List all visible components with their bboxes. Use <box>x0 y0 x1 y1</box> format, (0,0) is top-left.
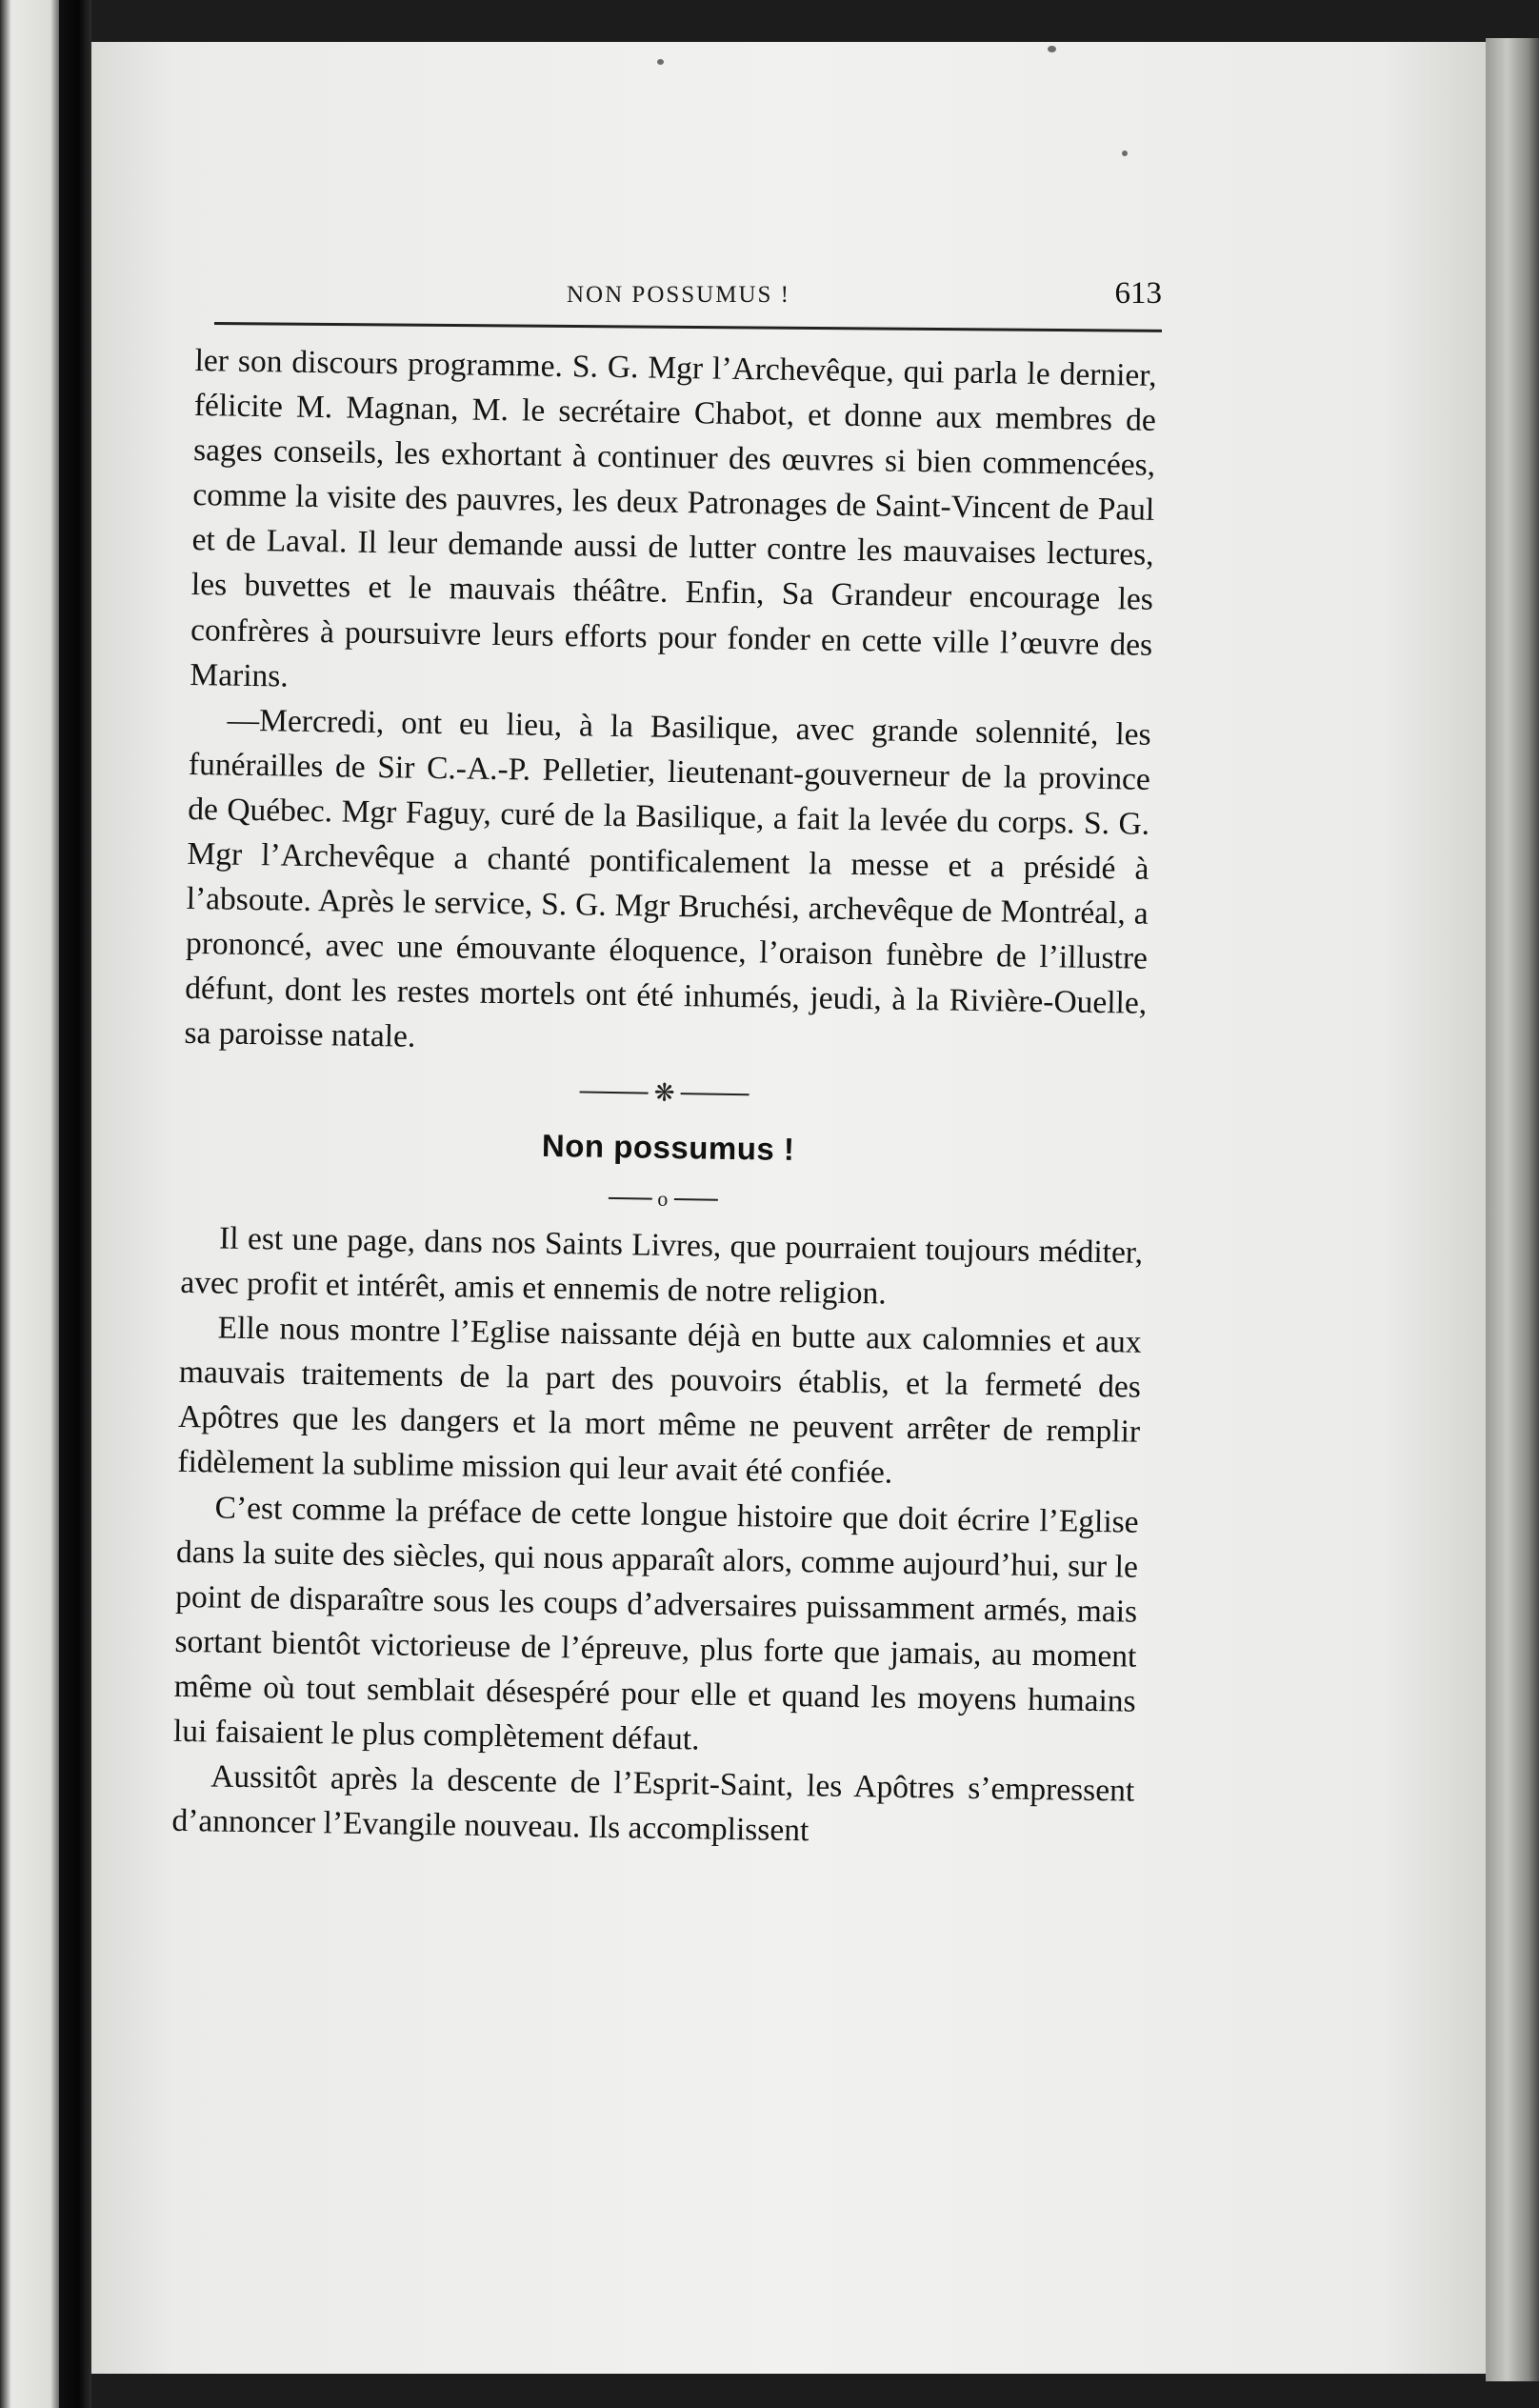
book-gutter <box>59 0 91 2408</box>
paragraph: C’est comme la préface de cette longue histoire que doit écrire l’Eglise dans la suite des siècles, qui nous apparaît alors, comme aujourd’hui, sur le point de disparaître sous les coups d’adversaires puissamment armés, mais sortant bientôt victorieuse de l’épreuve, plus forte que jamais, au moment même où tout semblait désespéré pour elle et quand les moyens humains lui faisaient le plus complètement défaut. <box>172 1489 1139 1757</box>
scan-speck <box>1048 46 1056 52</box>
paragraph: Aussitôt après la descente de l’Esprit-Saint, les Apôtres s’empressent d’annoncer l’Evangile nouveau. Ils accomplissent <box>171 1758 1135 1849</box>
paragraph: ler son discours programme. S. G. Mgr l’Archevêque, qui parla le dernier, félicite M. Magnan, M. le secrétaire Chabot, et donne aux membres de sages conseils, les exhortant à continuer des œuvres si bien commencées, comme la visite des pauvres, les deux Patronages de Saint-Vincent de Paul et de Laval. Il leur demande aussi de lutter contre les mauvaises lectures, les buvettes et le mauvais théâtre. Enfin, Sa Grandeur encourage les confrères à poursuivre leurs efforts pour fonder en cette ville l’œuvre des Marins. <box>190 342 1157 694</box>
page-stack-edge <box>1486 38 1539 2381</box>
section-title: Non possumus ! <box>541 1127 795 1167</box>
paragraph: —Mercredi, ont eu lieu, à la Basilique, avec grande solennité, les funérailles de Sir C.-A.-P. Pelletier, lieutenant-gouverneur de la province de Québec. Mgr Faguy, curé de la Basilique, a fait la levée du corps. S. G. Mgr l’Archevêque a chanté pontificalement la messe et a présidé à l’absoute. Après le service, S. G. Mgr Bruchési, archevêque de Montréal, a prononcé, avec une émouvante éloquence, l’oraison funèbre de l’illustre défunt, dont les restes mortels ont été inhumés, jeudi, à la Rivière-Ouelle, sa paroisse natale. <box>184 702 1151 1055</box>
paragraph: Il est une page, dans nos Saints Livres, que pourraient toujours méditer, avec profit et intérêt, amis et ennemis de notre religion. <box>180 1220 1144 1312</box>
running-head <box>214 276 1162 324</box>
fleuron-icon: ❋ <box>653 1078 675 1107</box>
page-number: 613 <box>1114 276 1162 311</box>
paragraph: Elle nous montre l’Eglise naissante déjà en butte aux calomnies et aux mauvais traitements de la part des pouvoirs établis, et la fermeté des Apôtres que les dangers et la mort même ne peuvent arrêter de remplir fidèlement la sublime mission qui leur avait été confiée. <box>177 1310 1142 1492</box>
circle-ornament-icon: o <box>657 1186 669 1211</box>
facing-page-edge <box>0 0 63 2408</box>
scan-speck <box>657 59 664 65</box>
body-text <box>171 338 1157 1858</box>
scan-speck <box>1122 150 1128 156</box>
running-title: NON POSSUMUS ! <box>567 282 790 308</box>
